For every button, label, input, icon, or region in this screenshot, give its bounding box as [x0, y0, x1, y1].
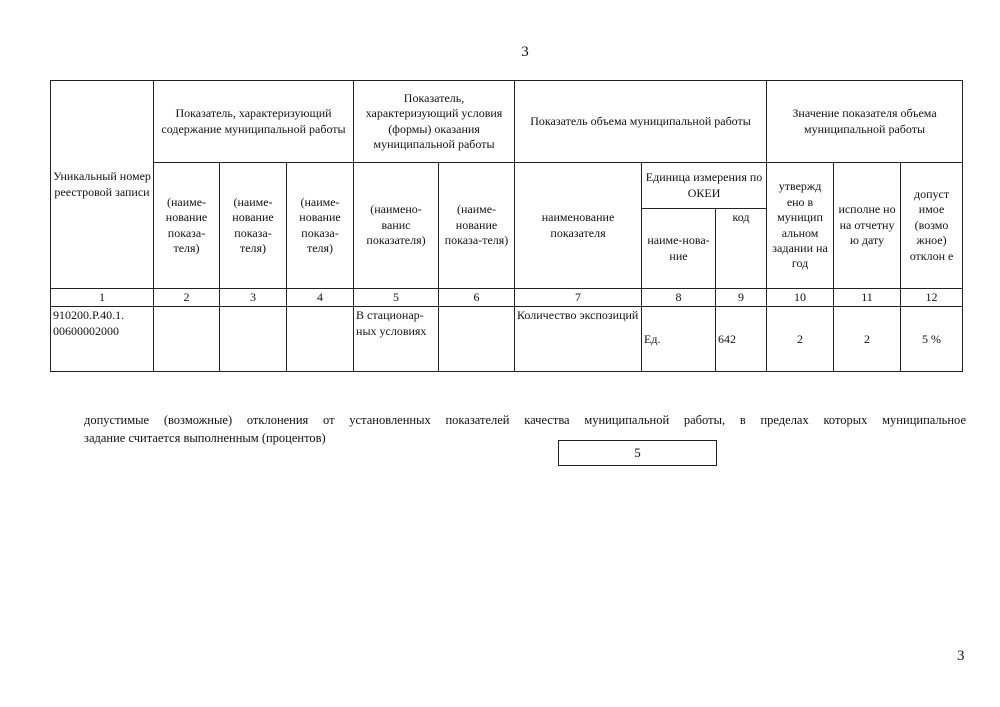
- cell-content-2: [220, 307, 287, 372]
- cell-registry-number: 910200.Р.40.1. 00600002000: [51, 307, 154, 372]
- header-okei-name: наиме-нова-ние: [642, 209, 716, 289]
- header-conditions-group: Показатель, характеризующий условия (формы) оказания муниципальной работы: [354, 81, 515, 163]
- volume-indicator-table: [50, 80, 963, 372]
- deviation-value-box: 5: [558, 440, 717, 466]
- column-number: 10: [767, 289, 834, 307]
- header-content-col-2: (наиме-нование показа-теля): [220, 163, 287, 289]
- column-number: 9: [716, 289, 767, 307]
- header-conditions-col-2: (наиме-нование показа-теля): [439, 163, 515, 289]
- column-number: 12: [901, 289, 963, 307]
- deviation-note: [84, 411, 966, 447]
- page-number-top: 3: [521, 44, 529, 60]
- header-value-group: Значение показателя объема муниципальной работы: [767, 81, 963, 163]
- cell-content-3: [287, 307, 354, 372]
- header-approved: утвержд eно в муницип альном задании на год: [767, 163, 834, 289]
- cell-content-1: [154, 307, 220, 372]
- column-number: 3: [220, 289, 287, 307]
- header-executed: исполне но на отчетну ю дату: [834, 163, 901, 289]
- table-row: [51, 307, 963, 372]
- column-number: 7: [515, 289, 642, 307]
- cell-deviation-value: 5 %: [901, 307, 963, 372]
- header-unique-number: Уникальный номер реестровой записи: [51, 81, 154, 289]
- header-volume-name: наименование показателя: [515, 163, 642, 289]
- column-number: 5: [354, 289, 439, 307]
- header-content-col-1: (наиме-нование показа-теля): [154, 163, 220, 289]
- column-number: 4: [287, 289, 354, 307]
- cell-condition-1: В стационар-ных условиях: [354, 307, 439, 372]
- column-number: 1: [51, 289, 154, 307]
- cell-approved-value: 2: [767, 307, 834, 372]
- cell-executed-value: 2: [834, 307, 901, 372]
- header-content-group: Показатель, характеризующий содержание муниципальной работы: [154, 81, 354, 163]
- cell-indicator-name: Количество экспозиций: [515, 307, 642, 372]
- cell-unit-name: Ед.: [642, 307, 716, 372]
- header-volume-group: Показатель объема муниципальной работы: [515, 81, 767, 163]
- note-line-1: допустимые (возможные) отклонения от установленных показателей качества муниципальной работы, в пределах которых муниципальное: [84, 413, 966, 427]
- note-line-2: задание считается выполненным (процентов): [84, 431, 326, 445]
- cell-unit-code: 642: [716, 307, 767, 372]
- header-okei-unit: Единица измерения по ОКЕИ: [642, 163, 767, 209]
- column-number: 6: [439, 289, 515, 307]
- column-number-row: [51, 289, 963, 307]
- column-number: 2: [154, 289, 220, 307]
- header-content-col-3: (наиме-нование показа-теля): [287, 163, 354, 289]
- header-okei-code: код: [716, 209, 767, 289]
- header-deviation: допуст имое (возмо жное) отклон е: [901, 163, 963, 289]
- header-conditions-col-1: (наимено-ванис показателя): [354, 163, 439, 289]
- column-number: 11: [834, 289, 901, 307]
- column-number: 8: [642, 289, 716, 307]
- cell-condition-2: [439, 307, 515, 372]
- page-number-bottom: 3: [957, 648, 965, 664]
